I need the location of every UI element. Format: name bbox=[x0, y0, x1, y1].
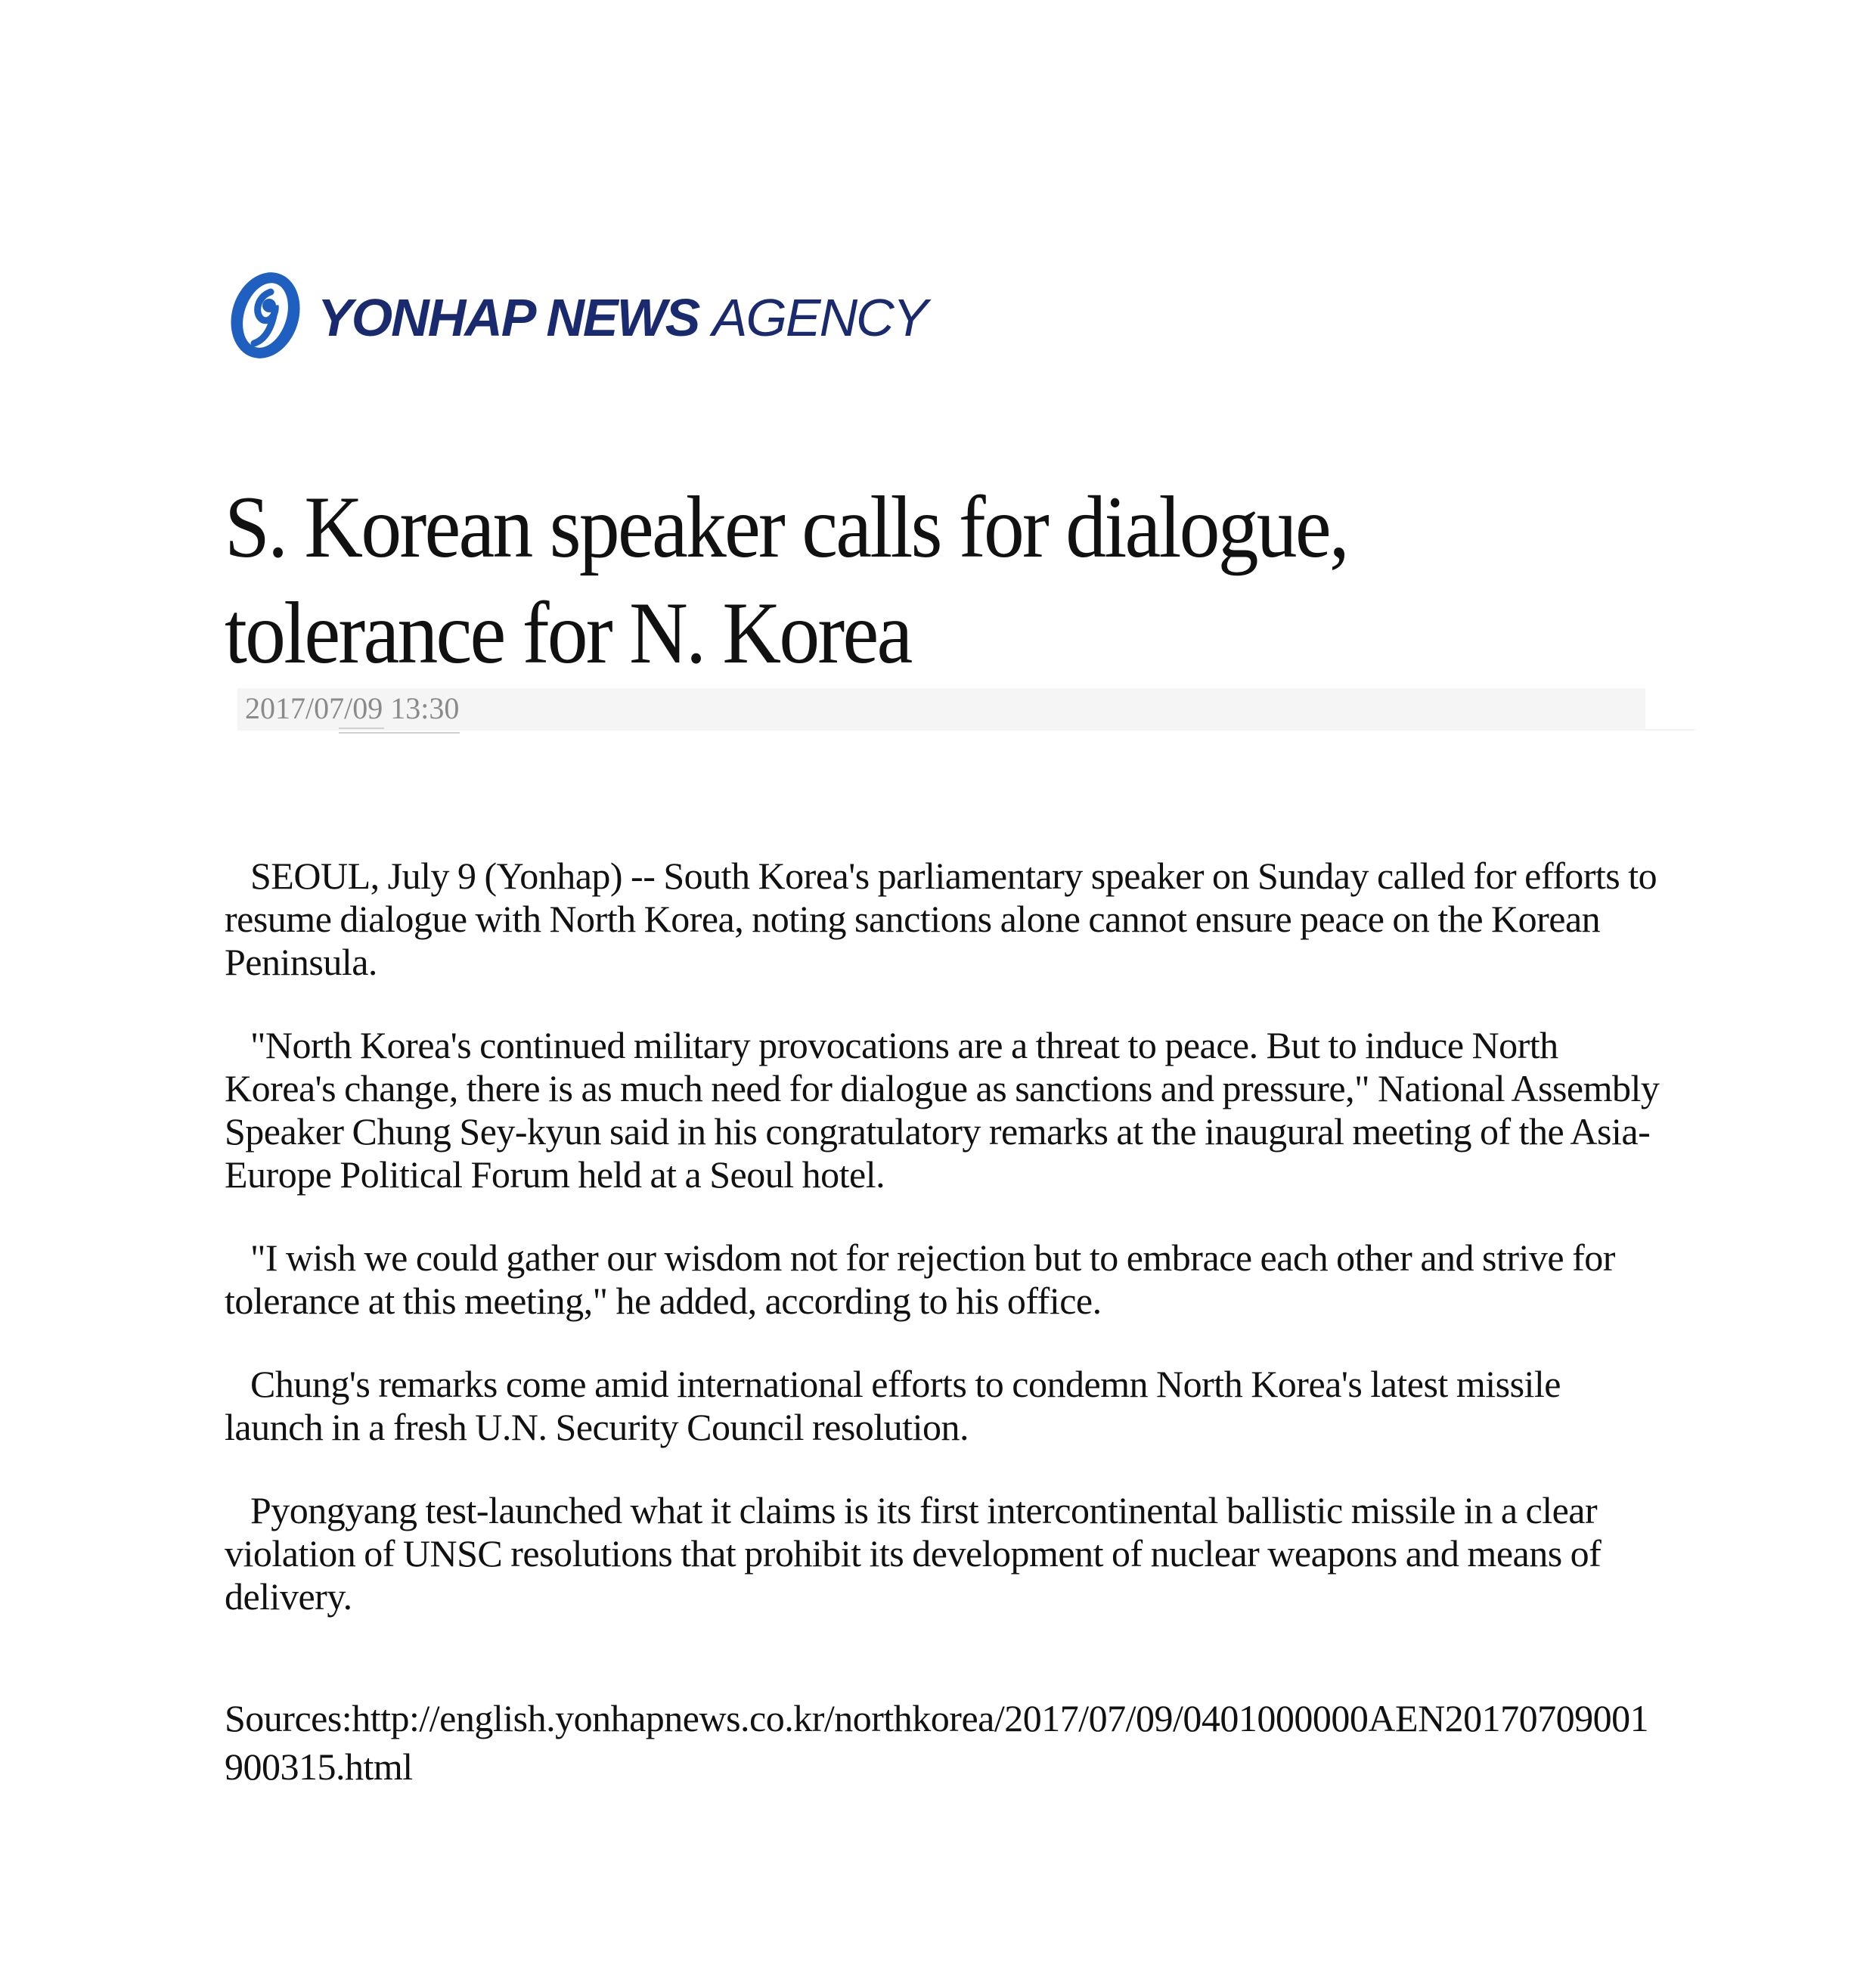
article-paragraph: Pyongyang test-launched what it claims is its first intercontinental ballistic missile in a clear violation of UNSC resolutions that prohibit its development of nuclear weapons and means of delivery. bbox=[225, 1489, 1602, 1618]
fine-print-decoration bbox=[339, 728, 460, 738]
article-paragraph: Chung's remarks come amid international efforts to condemn North Korea's latest missile launch in a fresh U.N. Security Council resolution. bbox=[225, 1363, 1561, 1448]
yonhap-logo bbox=[224, 266, 926, 365]
date-bar bbox=[237, 688, 1645, 731]
source-link: Sources:http://english.yonhapnews.co.kr/northkorea/2017/07/09/0401000000AEN20170709001900315.html bbox=[225, 1697, 1649, 1788]
article-date: 2017/07/09 13:30 bbox=[245, 691, 460, 725]
divider bbox=[1645, 729, 1695, 731]
article-paragraph: "I wish we could gather our wisdom not for rejection but to embrace each other and strive for tolerance at this meeting," he added, according to his office. bbox=[225, 1236, 1615, 1322]
article-paragraph: SEOUL, July 9 (Yonhap) -- South Korea's parliamentary speaker on Sunday called for efforts to resume dialogue with North Korea, noting sanctions alone cannot ensure peace on the Korean Peninsula. bbox=[225, 855, 1657, 983]
article-headline: S. Korean speaker calls for dialogue, tolerance for N. Korea bbox=[225, 479, 1347, 682]
logo-brand-light: AGENCY bbox=[712, 288, 927, 347]
article-body bbox=[225, 855, 1661, 1658]
logo-brand-bold: YONHAP NEWS bbox=[318, 288, 699, 347]
article-paragraph: "North Korea's continued military provocations are a threat to peace. But to induce North Korea's change, there is as much need for dialogue as sanctions and pressure," National Assembly Speaker Chung Sey-kyun said in his congratulatory remarks at the inaugural meeting of the Asia-Europe Political Forum held at a Seoul hotel. bbox=[225, 1024, 1660, 1196]
logo-wordmark bbox=[318, 288, 927, 347]
yonhap-logo-mark-icon bbox=[224, 266, 307, 365]
